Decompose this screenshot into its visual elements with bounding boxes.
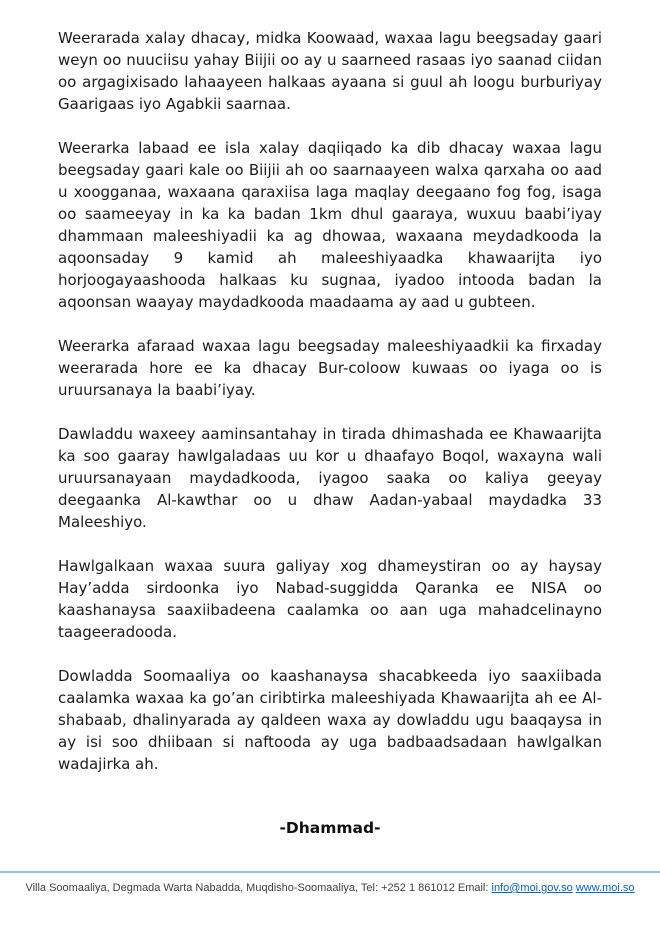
footer-email-link[interactable]: info@moi.gov.so <box>491 882 573 894</box>
closing-line: -Dhammad- <box>279 819 381 837</box>
footer-separator-line <box>0 871 660 873</box>
body-paragraph: Weerarada xalay dhacay, midka Koowaad, waxaa lagu beegsaday gaari weyn oo nuuciisu yahay Biijii oo ay u saarneed rasaas iyo saanad ciidan oo argagixisado lahaayeen halkaas ayaana si guul ah loogu burburiyay Gaarigaas iyo Agabkii saarnaa. <box>58 29 602 113</box>
body-paragraph: Weerarka afaraad waxaa lagu beegsaday maleeshiyaadkii ka firxaday weerarada hore ee ka dhacay Bur-coloow kuwaas oo iyaga oo is uruursanaya la baabi’iyay. <box>58 337 602 399</box>
footer-address-text: Villa Soomaaliya, Degmada Warta Nabadda, Muqdisho-Soomaaliya, Tel: +252 1 861012 Email: <box>25 882 489 894</box>
page-footer <box>0 871 660 894</box>
document-body <box>58 27 602 839</box>
footer-website-link[interactable]: www.moi.so <box>575 882 635 894</box>
footer-contact-info <box>0 882 660 894</box>
body-paragraph: Dawladdu waxeey aaminsantahay in tirada dhimashada ee Khawaarijta ka soo gaaray hawlgaladaas uu kor u dhaafayo Boqol, waxayna wali uruursanayaan maydadkooda, iyagoo saaka oo kaliya geeyay deegaanka Al-kawthar oo u dhaw Aadan-yabaal maydadka 33 Maleeshiyo. <box>58 425 602 531</box>
body-paragraph: Hawlgalkaan waxaa suura galiyay xog dhameystiran oo ay haysay Hay’adda sirdoonka iyo Nabad-suggidda Qaranka ee NISA oo kaashanaysa saaxiibadeena caalamka oo aan uga mahadcelinayno taageeradooda. <box>58 557 602 641</box>
body-paragraph: Dowladda Soomaaliya oo kaashanaysa shacabkeeda iyo saaxiibada caalamka waxaa ka go’an ciribtirka maleeshiyada Khawaarijta ah ee Al-shabaab, dhalinyarada ay qaldeen waxa ay dowladdu ugu baaqaysa in ay isi soo dhiibaan si naftooda ay uga badbaadsadaan hawlgalkan wadajirka ah. <box>58 667 602 773</box>
body-paragraph: Weerarka labaad ee isla xalay daqiiqado ka dib dhacay waxaa lagu beegsaday gaari kale oo Biijii ah oo saarnaayeen walxa qarxaha oo aad u xoogganaa, waxaana qaraxiisa laga maqlay deegaano fog fog, isaga oo saameeyay in ka ka badan 1km dhul gaaraya, wuxuu baabi’iyay dhammaan maleeshiyadii ka ag dhowaa, waxaana meydadkooda la aqoonsaday 9 kamid ah maleeshiyaadka khawaarijta iyo horjoogayaashooda halkaas ku sugnaa, iyadoo intooda badan la aqoonsan waayay maydadkooda maadaama ay aad u gubteen. <box>58 139 602 311</box>
